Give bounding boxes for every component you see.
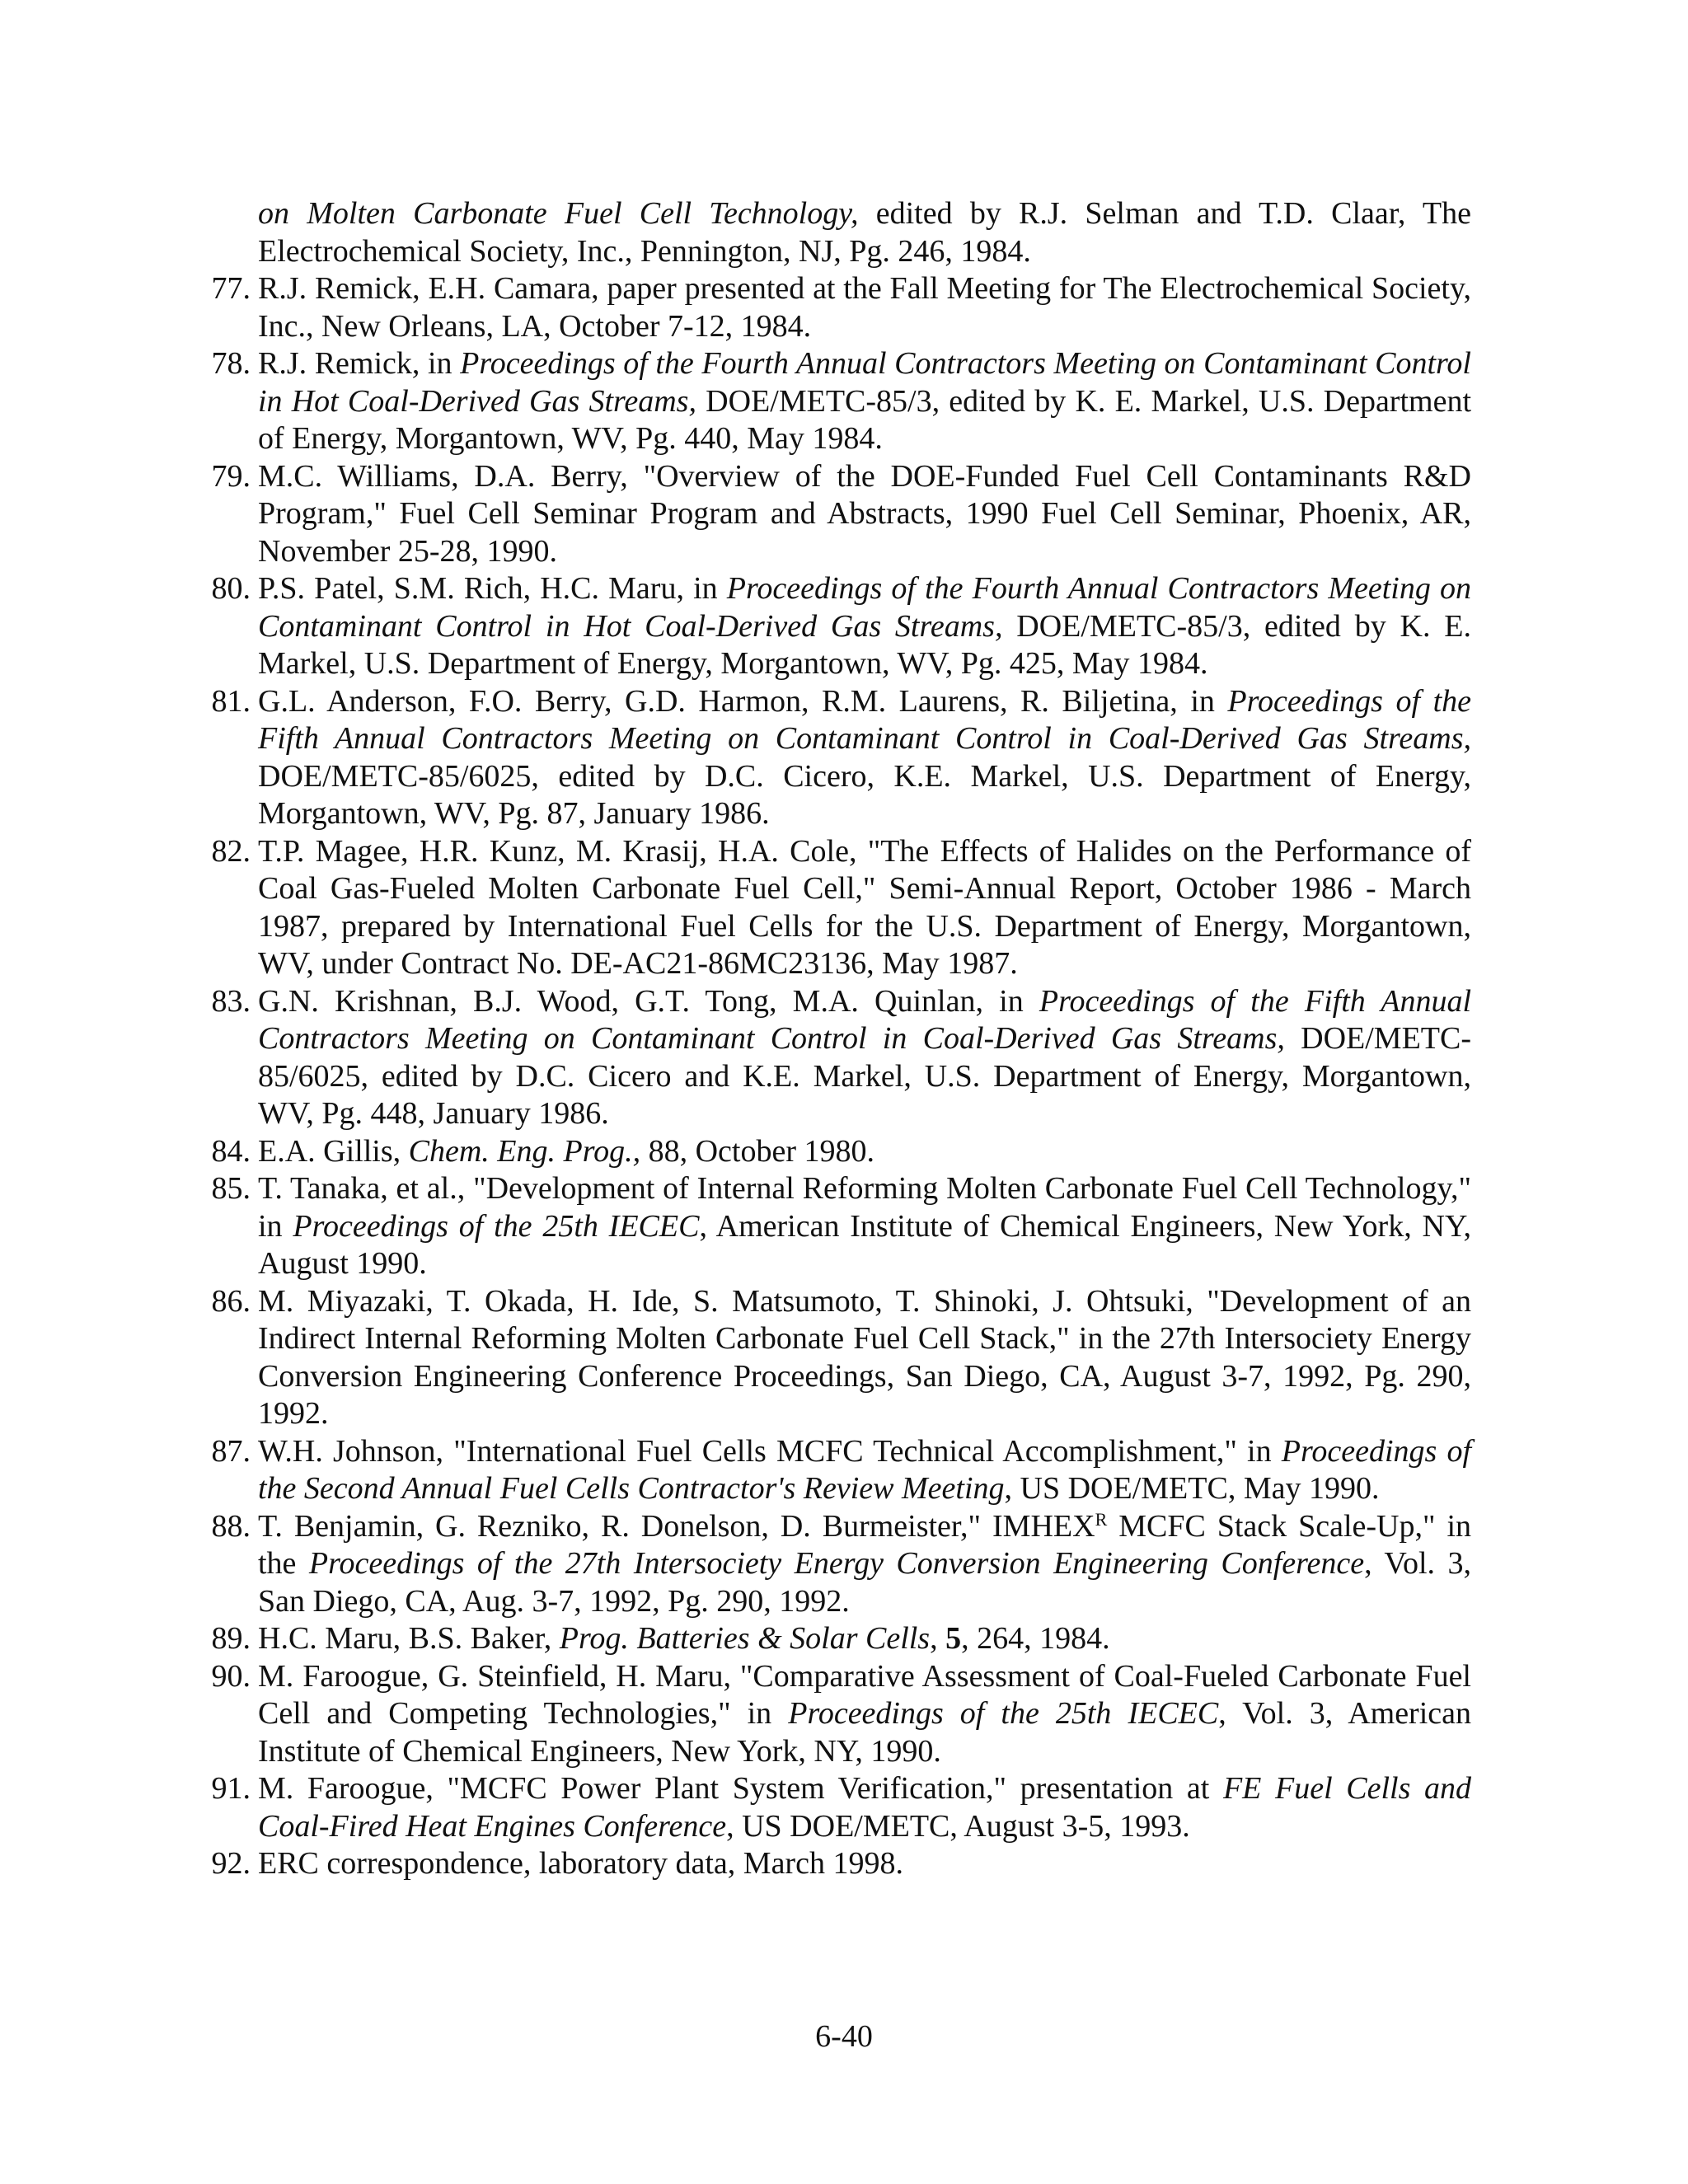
citation-text: MCFC Stack Scale-Up," in the bbox=[258, 1508, 1471, 1581]
reference-item bbox=[196, 1658, 1471, 1771]
citation-text: DOE/METC-85/6025, edited by D.C. Cicero, K.E. Markel, U.S. Department of Energy, Morgantown, WV, Pg. 87, January 1986. bbox=[258, 758, 1471, 831]
reference-item bbox=[196, 345, 1471, 458]
reference-item bbox=[196, 1620, 1471, 1658]
citation-text: T. Tanaka, et al., "Development of Internal Reforming Molten Carbonate Fuel Cell Technology," in bbox=[258, 1171, 1471, 1244]
citation-text: , Vol. 3, American Institute of Chemical Engineers, New York, NY, 1990. bbox=[258, 1696, 1472, 1769]
citation-text: DOE/METC-85/6025, edited by D.C. Cicero and K.E. Markel, U.S. Department of Energy, Morgantown, WV, Pg. 448, January 1986. bbox=[258, 1021, 1471, 1131]
citation-text: M. Faroogue, "MCFC Power Plant System Verification," presentation at bbox=[258, 1771, 1223, 1806]
citation-text: H.C. Maru, B.S. Baker, bbox=[258, 1621, 560, 1656]
reference-number: 92. bbox=[211, 1846, 251, 1881]
citation-text: , 264, 1984. bbox=[961, 1621, 1110, 1656]
citation-text: T. Benjamin, G. Rezniko, R. Donelson, D. Burmeister," IMHEX bbox=[258, 1508, 1095, 1544]
reference-number: 89. bbox=[211, 1621, 251, 1656]
reference-item bbox=[196, 983, 1471, 1133]
citation-text: M. Faroogue, G. Steinfield, H. Maru, "Comparative Assessment of Coal-Fueled Carbonate Fuel Cell and Competing Technologies," in bbox=[258, 1658, 1471, 1731]
reference-number: 91. bbox=[211, 1771, 251, 1806]
reference-number: 88. bbox=[211, 1508, 251, 1544]
italic-title: Proceedings of the Fifth Annual Contractors Meeting on Contaminant Control in Coal-Derived Gas Streams, bbox=[258, 983, 1471, 1056]
citation-text: M.C. Williams, D.A. Berry, "Overview of the DOE-Funded Fuel Cell Contaminants R&D Program," Fuel Cell Seminar Program and Abstracts, 1990 Fuel Cell Seminar, Phoenix, AR, November 25-28, 1990. bbox=[258, 458, 1471, 569]
reference-text bbox=[258, 1845, 1471, 1883]
reference-item bbox=[196, 1170, 1471, 1283]
reference-number: 84. bbox=[211, 1133, 251, 1169]
reference-item bbox=[196, 1133, 1471, 1171]
reference-number: 83. bbox=[211, 983, 251, 1019]
italic-title: Chem. Eng. Prog., bbox=[408, 1133, 641, 1169]
citation-text: G.L. Anderson, F.O. Berry, G.D. Harmon, R.M. Laurens, R. Biljetina, in bbox=[258, 683, 1228, 719]
citation-text: DOE/METC-85/3, edited by K. E. Markel, U.S. Department of Energy, Morgantown, WV, Pg. 425, May 1984. bbox=[258, 608, 1471, 681]
citation-text: edited by R.J. Selman and T.D. Claar, The Electrochemical Society, Inc., Pennington, NJ, Pg. 246, 1984. bbox=[258, 196, 1471, 269]
reference-text bbox=[258, 1770, 1471, 1845]
reference-item bbox=[196, 458, 1471, 571]
reference-number: 81. bbox=[211, 683, 251, 719]
citation-text: R.J. Remick, E.H. Camara, paper presented at the Fall Meeting for The Electrochemical Society, Inc., New Orleans, LA, October 7-12, 1984. bbox=[258, 271, 1471, 344]
italic-title: Proceedings of the Fifth Annual Contractors Meeting on Contaminant Control in Coal-Derived Gas Streams, bbox=[258, 683, 1471, 756]
reference-text bbox=[258, 345, 1471, 458]
citation-text: M. Miyazaki, T. Okada, H. Ide, S. Matsumoto, T. Shinoki, J. Ohtsuki, "Development of an Indirect Internal Reforming Molten Carbonate Fuel Cell Stack," in the 27th Intersociety Energy Conversion Engineering Conference Proceedings, San Diego, CA, August 3-7, 1992, Pg. 290, 1992. bbox=[258, 1283, 1471, 1431]
citation-text: T.P. Magee, H.R. Kunz, M. Krasij, H.A. Cole, "The Effects of Halides on the Performance of Coal Gas-Fueled Molten Carbonate Fuel Cell," Semi-Annual Report, October 1986 - March 1987, prepared by International Fuel Cells for the U.S. Department of Energy, Morgantown, WV, under Contract No. DE-AC21-86MC23136, May 1987. bbox=[258, 833, 1471, 981]
reference-number: 86. bbox=[211, 1283, 251, 1319]
citation-text: ERC correspondence, laboratory data, March 1998. bbox=[258, 1846, 903, 1881]
reference-text bbox=[258, 1658, 1471, 1771]
reference-item bbox=[196, 270, 1471, 345]
citation-text: P.S. Patel, S.M. Rich, H.C. Maru, in bbox=[258, 571, 727, 606]
italic-title: FE Fuel Cells and Coal-Fired Heat Engines Conference bbox=[258, 1771, 1471, 1844]
reference-text bbox=[258, 458, 1471, 571]
italic-title: on Molten Carbonate Fuel Cell Technology, bbox=[258, 196, 859, 231]
reference-item bbox=[196, 1508, 1471, 1621]
reference-text bbox=[258, 833, 1471, 983]
reference-text bbox=[258, 1170, 1471, 1283]
reference-text bbox=[258, 570, 1471, 683]
citation-text: G.N. Krishnan, B.J. Wood, G.T. Tong, M.A. Quinlan, in bbox=[258, 983, 1039, 1019]
citation-text: , bbox=[930, 1621, 946, 1656]
superscript-mark: R bbox=[1095, 1508, 1108, 1530]
italic-title: Proceedings of the Fourth Annual Contractors Meeting on Contaminant Control in Hot Coal-Derived Gas Streams, bbox=[258, 346, 1471, 419]
reference-text bbox=[258, 1133, 1471, 1171]
reference-item bbox=[196, 1845, 1471, 1883]
reference-text bbox=[258, 683, 1471, 833]
reference-item bbox=[196, 1433, 1471, 1508]
reference-text bbox=[258, 270, 1471, 345]
citation-text: , US DOE/METC, August 3-5, 1993. bbox=[726, 1808, 1190, 1844]
citation-text: E.A. Gillis, bbox=[258, 1133, 409, 1169]
italic-title: Proceedings of the 25th IECEC bbox=[788, 1696, 1219, 1731]
reference-number: 79. bbox=[211, 458, 251, 494]
reference-text bbox=[258, 983, 1471, 1133]
reference-item bbox=[196, 1283, 1471, 1433]
reference-item bbox=[196, 683, 1471, 833]
bold-volume: 5 bbox=[945, 1621, 962, 1656]
reference-number: 87. bbox=[211, 1433, 251, 1469]
reference-text bbox=[258, 1620, 1471, 1658]
citation-text: R.J. Remick, in bbox=[258, 346, 461, 381]
italic-title: Proceedings of the Second Annual Fuel Cells Contractor's Review Meeting bbox=[258, 1433, 1472, 1506]
reference-item bbox=[196, 833, 1471, 983]
citation-text: , US DOE/METC, May 1990. bbox=[1004, 1471, 1380, 1506]
page-number: 6-40 bbox=[815, 2019, 873, 2054]
italic-title: Proceedings of the 25th IECEC bbox=[293, 1208, 700, 1244]
citation-text: , American Institute of Chemical Engineers, New York, NY, August 1990. bbox=[258, 1208, 1472, 1281]
citation-text: , Vol. 3, San Diego, CA, Aug. 3-7, 1992, Pg. 290, 1992. bbox=[258, 1546, 1471, 1619]
italic-title: Proceedings of the Fourth Annual Contractors Meeting on Contaminant Control in Hot Coal-Derived Gas Streams, bbox=[258, 571, 1471, 644]
reference-number: 80. bbox=[211, 571, 251, 606]
reference-number: 85. bbox=[211, 1171, 251, 1206]
reference-number: 77. bbox=[211, 271, 251, 306]
reference-item bbox=[196, 570, 1471, 683]
reference-number: 90. bbox=[211, 1658, 251, 1694]
reference-text bbox=[258, 1508, 1471, 1621]
reference-number: 82. bbox=[211, 833, 251, 869]
reference-item bbox=[196, 195, 1471, 270]
italic-title: Prog. Batteries & Solar Cells bbox=[559, 1621, 931, 1656]
reference-list bbox=[196, 195, 1471, 1883]
citation-text: DOE/METC-85/3, edited by K. E. Markel, U.S. Department of Energy, Morgantown, WV, Pg. 440, May 1984. bbox=[258, 383, 1472, 456]
reference-item bbox=[196, 1770, 1471, 1845]
reference-text bbox=[258, 195, 1471, 270]
reference-text bbox=[258, 1283, 1471, 1433]
citation-text: 88, October 1980. bbox=[640, 1133, 874, 1169]
reference-number: 78. bbox=[211, 346, 251, 381]
italic-title: Proceedings of the 27th Intersociety Energy Conversion Engineering Conference bbox=[308, 1546, 1365, 1581]
citation-text: W.H. Johnson, "International Fuel Cells MCFC Technical Accomplishment," in bbox=[258, 1433, 1282, 1469]
reference-text bbox=[258, 1433, 1471, 1508]
